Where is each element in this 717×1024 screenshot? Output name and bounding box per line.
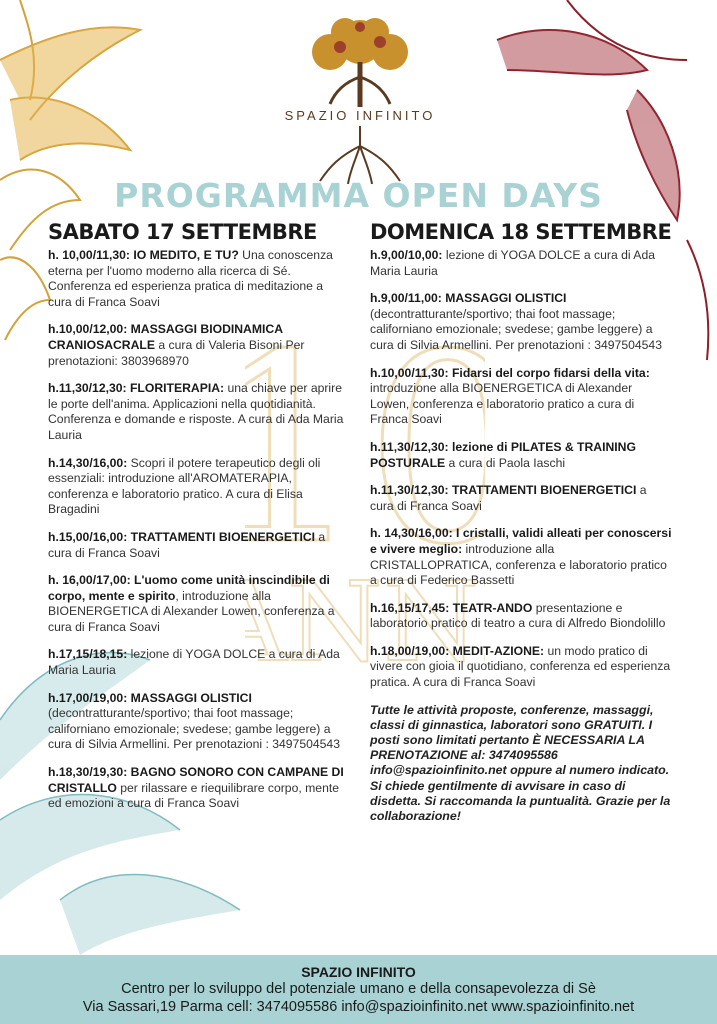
event-time: h.10,00/12,00: MASSAGGI BIODINAMICA CRANIOSACRALE xyxy=(48,322,283,352)
event-time: h.10,00/11,30: Fidarsi del corpo fidarsi della vita: xyxy=(370,365,650,380)
footer xyxy=(0,955,717,1024)
watermark-word: ANN xyxy=(245,558,480,686)
event-item xyxy=(48,248,348,310)
event-description: , introduzione alla BIOENERGETICA di Alexander Lowen, conferenza a cura di Franca Soavi xyxy=(48,588,335,634)
event-description: lezione di YOGA DOLCE a cura di Ada Maria Lauria xyxy=(370,248,655,278)
event-description: a cura di Franca Soavi xyxy=(48,529,326,560)
sunday-column xyxy=(370,220,672,824)
event-description: presentazione e laboratorio pratico di teatro a cura di Alfredo Biondolillo xyxy=(370,600,666,631)
event-time: h.18,00/19,00: MEDIT-AZIONE: xyxy=(370,643,545,658)
saturday-column xyxy=(48,220,348,824)
event-item xyxy=(48,765,348,812)
event-time: h. 16,00/17,00: L'uomo come unità inscindibile di corpo, mente e spirito xyxy=(48,573,330,603)
saturday-heading: SABATO 17 SETTEMBRE xyxy=(48,220,317,244)
event-description: una chiave per aprire le porte dell'anima. Applicazioni nella quotidianità. Conferenza e domande e risposte. A cura di Ada Maria Lauria xyxy=(48,381,344,442)
event-item xyxy=(48,573,348,635)
event-description: Una conoscenza eterna per l'uomo moderno alla ricerca di Sé. Conferenza ed esperienza pratica di meditazione a cura di Franca Soavi xyxy=(48,248,333,309)
event-description: introduzione alla CRISTALLOPRATICA, conferenza e laboratorio pratico a cura di Federico Bassetti xyxy=(370,541,667,588)
event-time: h.11,30/12,30: lezione di PILATES & TRAINING POSTURALE xyxy=(370,439,636,470)
event-item xyxy=(370,440,672,471)
event-time: h.18,30/19,30: BAGNO SONORO CON CAMPANE DI CRISTALLO xyxy=(48,765,344,795)
event-item xyxy=(48,647,348,678)
event-item xyxy=(48,381,348,443)
event-time: h.9,00/10,00: xyxy=(370,248,443,262)
event-time: h.17,15/18,15: xyxy=(48,647,128,662)
event-item xyxy=(370,526,672,588)
booking-note: Tutte le attività proposte, conferenze, massaggi, classi di ginnastica, laboratori sono GRATUITI. I posti sono limitati pertanto È NECESSARIA LA PRENOTAZIONE al: 3474095586 info@spazioinfinito.net oppure al numero indicato. Si chiede gentilmente di avvisare in caso di disdetta. Si raccomanda la puntualità. Grazie per la collaborazione! xyxy=(370,702,671,824)
footer-name: SPAZIO INFINITO xyxy=(301,964,416,980)
event-time: h.14,30/16,00: xyxy=(48,455,128,470)
event-description: (decontratturante/sportivo; thai foot massage; californiano emozionale; svedese; gambe leggere) a cura di Silvia Armellini. Per prenotazioni : 3497504543 xyxy=(370,306,662,352)
tree-icon xyxy=(270,12,450,107)
event-item xyxy=(370,248,672,279)
event-time: h.9,00/11,00: MASSAGGI OLISTICI xyxy=(370,291,567,306)
event-time: h. 14,30/16,00: I cristalli, validi alleati per conoscersi e vivere meglio: xyxy=(370,526,672,556)
sunday-heading: DOMENICA 18 SETTEMBRE xyxy=(370,220,672,244)
event-description: un modo pratico di vivere con gioia il quotidiano, conferenza ed esperienza pratica. A cura di Franca Soavi xyxy=(370,643,671,690)
page-title: PROGRAMMA OPEN DAYS xyxy=(114,176,603,215)
event-item xyxy=(48,322,348,369)
logo-text: SPAZIO INFINITO xyxy=(284,108,436,123)
event-item xyxy=(370,644,672,691)
event-item xyxy=(370,601,672,632)
event-description: introduzione alla BIOENERGETICA di Alexander Lowen, conferenza e laboratorio pratico a cura di Franca Soavi xyxy=(370,381,635,427)
event-time: h.17,00/19,00: MASSAGGI OLISTICI xyxy=(48,690,252,705)
event-item xyxy=(48,456,348,518)
event-time: h.11,30/12,30: TRATTAMENTI BIOENERGETICI xyxy=(370,483,637,498)
event-time: h.16,15/17,45: TEATR-ANDO xyxy=(370,600,533,615)
event-description: (decontratturante/sportivo; thai foot massage; californiano emozionale; svedese; gambe leggere) a cura di Silvia Armellini. Per prenotazioni : 3497504543 xyxy=(48,706,340,752)
event-description: a cura di Franca Soavi xyxy=(370,483,647,513)
watermark-number: 10 xyxy=(245,300,485,602)
event-item xyxy=(48,691,348,753)
event-description: a cura di Valeria Bisoni Per prenotazioni: 3803968970 xyxy=(48,337,305,368)
footer-tagline: Centro per lo sviluppo del potenziale umano e della consapevolezza di Sè xyxy=(121,981,596,997)
event-item xyxy=(370,366,672,428)
event-time: h.15,00/16,00: TRATTAMENTI BIOENERGETICI xyxy=(48,529,316,544)
event-description: lezione di YOGA DOLCE a cura di Ada Maria Lauria xyxy=(48,647,340,678)
event-description: per rilassare e riequilibrare corpo, mente ed emozioni a cura di Franca Soavi xyxy=(48,780,340,811)
logo xyxy=(270,12,450,182)
event-description: Scopri il potere terapeutico degli oli essenziali: introduzione all'AROMATERAPIA, conferenza e laboratorio pratico. A cura di Elisa Bragadini xyxy=(48,455,321,517)
event-item xyxy=(370,291,672,353)
footer-contacts: Via Sassari,19 Parma cell: 3474095586 info@spazioinfinito.net www.spazioinfinito.net xyxy=(82,999,635,1015)
event-time: h. 10,00/11,30: IO MEDITO, E TU? xyxy=(48,248,239,262)
event-time: h.11,30/12,30: FLORITERAPIA: xyxy=(48,381,225,396)
event-item xyxy=(48,530,348,561)
event-item xyxy=(370,483,672,514)
event-description: a cura di Paola Iaschi xyxy=(445,455,566,470)
